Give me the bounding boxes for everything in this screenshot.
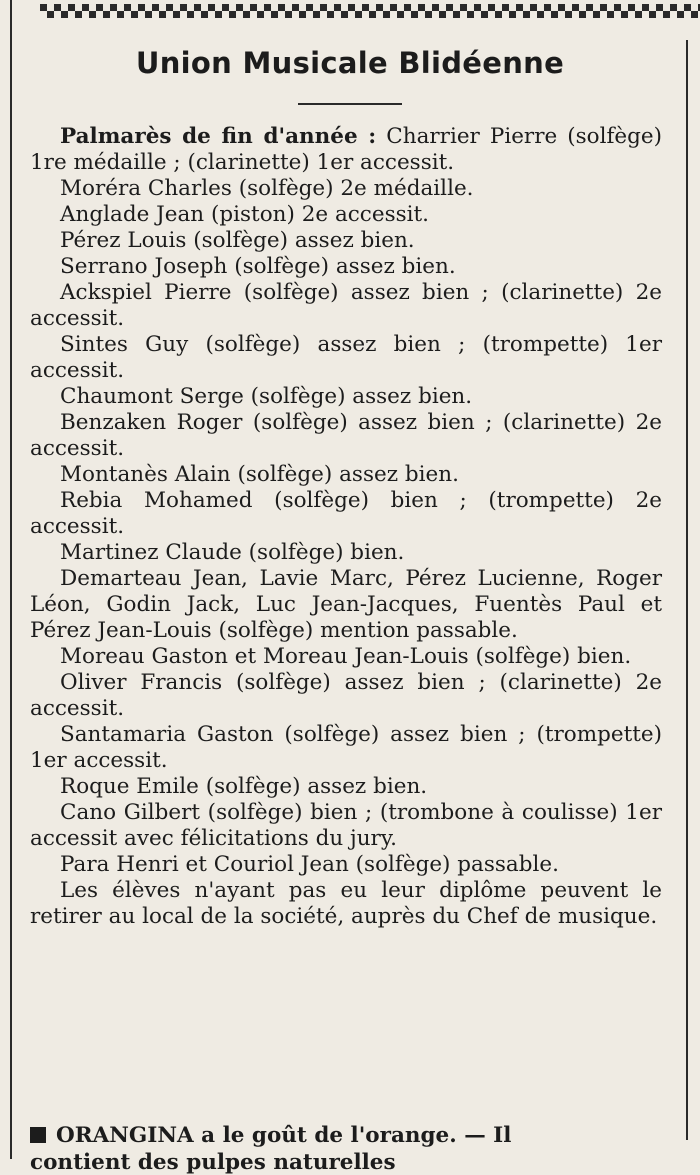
paragraph: Ackspiel Pierre (solfège) assez bien ; (clarinette) 2e accessit. (30, 280, 662, 331)
advert-line (30, 1123, 670, 1149)
title-divider (298, 103, 402, 105)
paragraph: Pérez Louis (solfège) assez bien. (60, 228, 415, 253)
paragraph: Cano Gilbert (solfège) bien ; (trombone à coulisse) 1er accessit avec félicitations du jury. (30, 800, 662, 851)
paragraph: Moreau Gaston et Moreau Jean-Louis (solfège) bien. (60, 644, 632, 669)
paragraph: Sintes Guy (solfège) assez bien ; (trompette) 1er accessit. (30, 332, 662, 383)
paragraph: Martinez Claude (solfège) bien. (60, 540, 405, 565)
paragraph: Roque Emile (solfège) assez bien. (60, 774, 428, 799)
paragraph: Santamaria Gaston (solfège) assez bien ; (trompette) 1er accessit. (30, 722, 662, 773)
advert-text: ORANGINA a le goût de l'orange. — Il (56, 1123, 512, 1148)
paragraph: Montanès Alain (solfège) assez bien. (60, 462, 459, 487)
paragraph: Serrano Joseph (solfège) assez bien. (60, 254, 456, 279)
column-rule-left (10, 0, 12, 1159)
article-title: Union Musicale Blidéenne (135, 46, 565, 80)
paragraph: Rebia Mohamed (solfège) bien ; (trompette) 2e accessit. (30, 488, 662, 539)
article-body (30, 124, 662, 930)
paragraph: Demarteau Jean, Lavie Marc, Pérez Lucienne, Roger Léon, Godin Jack, Luc Jean-Jacques, Fuentès Paul et Pérez Jean-Louis (solfège) mention passable. (30, 566, 662, 643)
paragraph-lead (30, 124, 662, 176)
paragraph-text: Charrier Pierre (solfège) 1re médaille ; (clarinette) 1er accessit. (30, 124, 663, 175)
checkered-border (40, 4, 700, 18)
paragraph: Benzaken Roger (solfège) assez bien ; (clarinette) 2e accessit. (30, 410, 662, 461)
paragraph: Moréra Charles (solfège) 2e médaille. (60, 176, 474, 201)
advert-line-cut: contient des pulpes naturelles (30, 1150, 396, 1175)
square-bullet-icon (30, 1127, 46, 1143)
paragraph: Oliver Francis (solfège) assez bien ; (clarinette) 2e accessit. (30, 670, 662, 721)
paragraph: Les élèves n'ayant pas eu leur diplôme peuvent le retirer au local de la société, auprès du Chef de musique. (30, 878, 662, 929)
paragraph: Anglade Jean (piston) 2e accessit. (60, 202, 429, 227)
paragraph: Chaumont Serge (solfège) assez bien. (60, 384, 473, 409)
lead-label: Palmarès de fin d'année : (60, 124, 377, 149)
paragraph: Para Henri et Couriol Jean (solfège) passable. (60, 852, 559, 877)
column-rule-right (686, 40, 688, 1140)
